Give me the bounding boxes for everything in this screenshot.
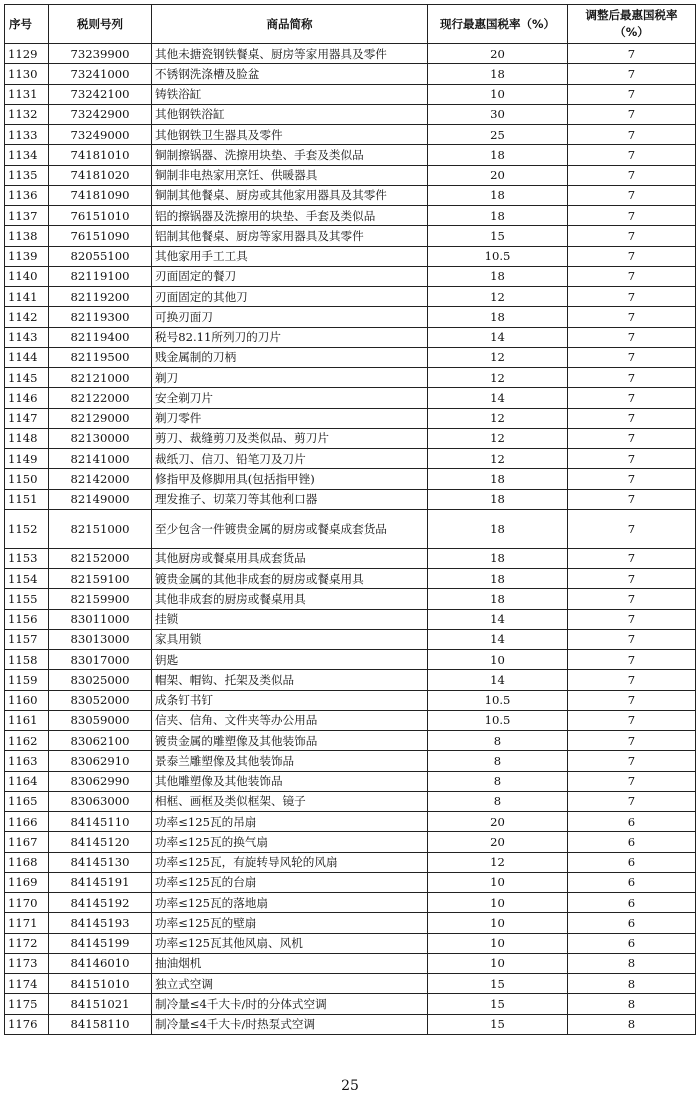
row-adjusted-rate: 7 bbox=[568, 650, 696, 670]
row-name: 安全剃刀片 bbox=[152, 388, 428, 408]
row-code: 82142000 bbox=[49, 469, 152, 489]
row-current-rate: 18 bbox=[428, 266, 568, 286]
row-adjusted-rate: 8 bbox=[568, 1014, 696, 1034]
row-current-rate: 12 bbox=[428, 449, 568, 469]
table-row bbox=[5, 812, 696, 832]
row-name: 功率≤125瓦的落地扇 bbox=[152, 893, 428, 913]
row-adjusted-rate: 7 bbox=[568, 104, 696, 124]
row-name: 成条钉书钉 bbox=[152, 690, 428, 710]
row-adjusted-rate: 7 bbox=[568, 670, 696, 690]
table-row bbox=[5, 872, 696, 892]
table-row bbox=[5, 994, 696, 1014]
row-code: 84145130 bbox=[49, 852, 152, 872]
row-current-rate: 14 bbox=[428, 629, 568, 649]
row-current-rate: 18 bbox=[428, 469, 568, 489]
row-code: 84145193 bbox=[49, 913, 152, 933]
row-name: 刃面固定的餐刀 bbox=[152, 266, 428, 286]
row-adjusted-rate: 7 bbox=[568, 327, 696, 347]
row-adjusted-rate: 7 bbox=[568, 509, 696, 548]
row-seq: 1133 bbox=[5, 125, 49, 145]
row-code: 82119400 bbox=[49, 327, 152, 347]
row-name: 理发推子、切菜刀等其他利口器 bbox=[152, 489, 428, 509]
row-seq: 1143 bbox=[5, 327, 49, 347]
row-current-rate: 14 bbox=[428, 670, 568, 690]
row-seq: 1148 bbox=[5, 428, 49, 448]
row-current-rate: 18 bbox=[428, 548, 568, 568]
row-seq: 1134 bbox=[5, 145, 49, 165]
table-row bbox=[5, 629, 696, 649]
row-seq: 1140 bbox=[5, 266, 49, 286]
row-seq: 1176 bbox=[5, 1014, 49, 1034]
row-current-rate: 18 bbox=[428, 509, 568, 548]
row-adjusted-rate: 7 bbox=[568, 185, 696, 205]
row-name: 其他厨房或餐桌用具成套货品 bbox=[152, 548, 428, 568]
table-row bbox=[5, 509, 696, 548]
table-row bbox=[5, 287, 696, 307]
row-adjusted-rate: 7 bbox=[568, 64, 696, 84]
row-adjusted-rate: 7 bbox=[568, 449, 696, 469]
row-name: 功率≤125瓦其他风扇、风机 bbox=[152, 933, 428, 953]
table-row bbox=[5, 731, 696, 751]
row-name: 剃刀零件 bbox=[152, 408, 428, 428]
row-seq: 1154 bbox=[5, 569, 49, 589]
row-current-rate: 8 bbox=[428, 751, 568, 771]
row-name: 功率≤125瓦的壁扇 bbox=[152, 913, 428, 933]
row-seq: 1153 bbox=[5, 548, 49, 568]
header-adjusted-rate-line1: 调整后最惠国税率 bbox=[585, 8, 678, 22]
table-row bbox=[5, 368, 696, 388]
row-code: 82159900 bbox=[49, 589, 152, 609]
row-code: 82119200 bbox=[49, 287, 152, 307]
header-row bbox=[5, 5, 696, 44]
row-name: 铸铁浴缸 bbox=[152, 84, 428, 104]
table-row bbox=[5, 670, 696, 690]
row-code: 74181090 bbox=[49, 185, 152, 205]
table-row bbox=[5, 327, 696, 347]
row-code: 82141000 bbox=[49, 449, 152, 469]
table-row bbox=[5, 347, 696, 367]
table-row bbox=[5, 1014, 696, 1034]
row-adjusted-rate: 6 bbox=[568, 872, 696, 892]
row-code: 82119100 bbox=[49, 266, 152, 286]
row-code: 84145120 bbox=[49, 832, 152, 852]
row-code: 83062100 bbox=[49, 731, 152, 751]
row-name: 信夹、信角、文件夹等办公用品 bbox=[152, 710, 428, 730]
header-adjusted-rate bbox=[568, 5, 696, 44]
row-seq: 1157 bbox=[5, 629, 49, 649]
table-row bbox=[5, 953, 696, 973]
row-code: 74181020 bbox=[49, 165, 152, 185]
table-row bbox=[5, 771, 696, 791]
row-name: 独立式空调 bbox=[152, 974, 428, 994]
row-code: 83011000 bbox=[49, 609, 152, 629]
row-current-rate: 14 bbox=[428, 609, 568, 629]
row-adjusted-rate: 7 bbox=[568, 165, 696, 185]
row-name: 其他钢铁浴缸 bbox=[152, 104, 428, 124]
row-code: 83017000 bbox=[49, 650, 152, 670]
row-name: 可换刃面刀 bbox=[152, 307, 428, 327]
row-current-rate: 12 bbox=[428, 287, 568, 307]
row-code: 83062990 bbox=[49, 771, 152, 791]
row-name: 功率≤125瓦，有旋转导风轮的风扇 bbox=[152, 852, 428, 872]
table-row bbox=[5, 974, 696, 994]
row-current-rate: 18 bbox=[428, 307, 568, 327]
header-current-rate: 现行最惠国税率（%） bbox=[428, 5, 568, 44]
row-current-rate: 18 bbox=[428, 145, 568, 165]
row-adjusted-rate: 7 bbox=[568, 226, 696, 246]
row-adjusted-rate: 6 bbox=[568, 852, 696, 872]
row-current-rate: 10.5 bbox=[428, 690, 568, 710]
table-row bbox=[5, 428, 696, 448]
row-name: 铝的擦锅器及洗擦用的块垫、手套及类似品 bbox=[152, 206, 428, 226]
row-current-rate: 20 bbox=[428, 44, 568, 64]
table-row bbox=[5, 690, 696, 710]
row-current-rate: 12 bbox=[428, 368, 568, 388]
header-seq: 序号 bbox=[5, 5, 49, 44]
table-row bbox=[5, 246, 696, 266]
row-seq: 1158 bbox=[5, 650, 49, 670]
table-row bbox=[5, 609, 696, 629]
row-seq: 1129 bbox=[5, 44, 49, 64]
row-name: 制冷量≤4千大卡/时的分体式空调 bbox=[152, 994, 428, 1014]
row-adjusted-rate: 7 bbox=[568, 307, 696, 327]
row-seq: 1168 bbox=[5, 852, 49, 872]
row-current-rate: 18 bbox=[428, 64, 568, 84]
row-name: 剪刀、裁缝剪刀及类似品、剪刀片 bbox=[152, 428, 428, 448]
row-seq: 1136 bbox=[5, 185, 49, 205]
header-name: 商品简称 bbox=[152, 5, 428, 44]
row-adjusted-rate: 7 bbox=[568, 206, 696, 226]
row-adjusted-rate: 8 bbox=[568, 953, 696, 973]
row-code: 73242100 bbox=[49, 84, 152, 104]
row-adjusted-rate: 7 bbox=[568, 388, 696, 408]
row-current-rate: 10 bbox=[428, 913, 568, 933]
table-row bbox=[5, 489, 696, 509]
row-name: 其他未搪瓷钢铁餐桌、厨房等家用器具及零件 bbox=[152, 44, 428, 64]
row-seq: 1130 bbox=[5, 64, 49, 84]
row-name: 家具用锁 bbox=[152, 629, 428, 649]
row-current-rate: 18 bbox=[428, 489, 568, 509]
row-name: 景泰兰雕塑像及其他装饰品 bbox=[152, 751, 428, 771]
row-adjusted-rate: 8 bbox=[568, 974, 696, 994]
row-code: 83013000 bbox=[49, 629, 152, 649]
row-code: 84145192 bbox=[49, 893, 152, 913]
row-current-rate: 20 bbox=[428, 165, 568, 185]
row-seq: 1139 bbox=[5, 246, 49, 266]
row-adjusted-rate: 8 bbox=[568, 994, 696, 1014]
table-row bbox=[5, 226, 696, 246]
row-adjusted-rate: 6 bbox=[568, 893, 696, 913]
row-adjusted-rate: 7 bbox=[568, 690, 696, 710]
row-adjusted-rate: 7 bbox=[568, 347, 696, 367]
row-adjusted-rate: 7 bbox=[568, 84, 696, 104]
row-name: 钥匙 bbox=[152, 650, 428, 670]
row-name: 镀贵金属的其他非成套的厨房或餐桌用具 bbox=[152, 569, 428, 589]
row-current-rate: 15 bbox=[428, 994, 568, 1014]
row-seq: 1137 bbox=[5, 206, 49, 226]
row-current-rate: 12 bbox=[428, 408, 568, 428]
row-adjusted-rate: 6 bbox=[568, 832, 696, 852]
row-code: 84158110 bbox=[49, 1014, 152, 1034]
row-code: 74181010 bbox=[49, 145, 152, 165]
row-seq: 1156 bbox=[5, 609, 49, 629]
row-code: 82152000 bbox=[49, 548, 152, 568]
row-adjusted-rate: 7 bbox=[568, 428, 696, 448]
row-code: 82159100 bbox=[49, 569, 152, 589]
row-seq: 1138 bbox=[5, 226, 49, 246]
row-current-rate: 12 bbox=[428, 428, 568, 448]
row-current-rate: 10.5 bbox=[428, 710, 568, 730]
row-name: 铜制擦锅器、洗擦用块垫、手套及类似品 bbox=[152, 145, 428, 165]
row-code: 82151000 bbox=[49, 509, 152, 548]
row-current-rate: 8 bbox=[428, 731, 568, 751]
row-code: 76151090 bbox=[49, 226, 152, 246]
table-row bbox=[5, 408, 696, 428]
row-seq: 1171 bbox=[5, 913, 49, 933]
row-adjusted-rate: 7 bbox=[568, 731, 696, 751]
row-code: 82122000 bbox=[49, 388, 152, 408]
row-current-rate: 10 bbox=[428, 933, 568, 953]
row-seq: 1161 bbox=[5, 710, 49, 730]
row-adjusted-rate: 7 bbox=[568, 771, 696, 791]
row-name: 铜制其他餐桌、厨房或其他家用器具及其零件 bbox=[152, 185, 428, 205]
row-name: 裁纸刀、信刀、铅笔刀及刀片 bbox=[152, 449, 428, 469]
row-adjusted-rate: 7 bbox=[568, 629, 696, 649]
row-name: 制冷量≤4千大卡/时热泵式空调 bbox=[152, 1014, 428, 1034]
row-code: 83062910 bbox=[49, 751, 152, 771]
row-name: 帽架、帽钩、托架及类似品 bbox=[152, 670, 428, 690]
row-name: 铝制其他餐桌、厨房等家用器具及其零件 bbox=[152, 226, 428, 246]
row-seq: 1172 bbox=[5, 933, 49, 953]
table-row bbox=[5, 751, 696, 771]
row-code: 82055100 bbox=[49, 246, 152, 266]
row-adjusted-rate: 7 bbox=[568, 246, 696, 266]
table-row bbox=[5, 791, 696, 811]
row-adjusted-rate: 7 bbox=[568, 44, 696, 64]
row-name: 刃面固定的其他刀 bbox=[152, 287, 428, 307]
row-adjusted-rate: 7 bbox=[568, 368, 696, 388]
row-code: 83052000 bbox=[49, 690, 152, 710]
row-seq: 1132 bbox=[5, 104, 49, 124]
table-row bbox=[5, 145, 696, 165]
row-seq: 1167 bbox=[5, 832, 49, 852]
row-code: 82130000 bbox=[49, 428, 152, 448]
table-row bbox=[5, 832, 696, 852]
row-adjusted-rate: 7 bbox=[568, 469, 696, 489]
row-current-rate: 18 bbox=[428, 589, 568, 609]
row-current-rate: 10.5 bbox=[428, 246, 568, 266]
row-code: 84146010 bbox=[49, 953, 152, 973]
row-seq: 1175 bbox=[5, 994, 49, 1014]
row-seq: 1164 bbox=[5, 771, 49, 791]
row-name: 功率≤125瓦的吊扇 bbox=[152, 812, 428, 832]
row-adjusted-rate: 6 bbox=[568, 933, 696, 953]
row-adjusted-rate: 7 bbox=[568, 287, 696, 307]
row-current-rate: 15 bbox=[428, 226, 568, 246]
table-row bbox=[5, 913, 696, 933]
row-code: 83059000 bbox=[49, 710, 152, 730]
table-row bbox=[5, 589, 696, 609]
row-adjusted-rate: 7 bbox=[568, 125, 696, 145]
row-current-rate: 10 bbox=[428, 84, 568, 104]
row-code: 84151021 bbox=[49, 994, 152, 1014]
row-name: 至少包含一件镀贵金属的厨房或餐桌成套货品 bbox=[152, 509, 428, 548]
table-row bbox=[5, 44, 696, 64]
table-row bbox=[5, 165, 696, 185]
row-adjusted-rate: 6 bbox=[568, 913, 696, 933]
row-name: 剃刀 bbox=[152, 368, 428, 388]
row-seq: 1142 bbox=[5, 307, 49, 327]
row-name: 镀贵金属的雕塑像及其他装饰品 bbox=[152, 731, 428, 751]
row-name: 其他钢铁卫生器具及零件 bbox=[152, 125, 428, 145]
row-current-rate: 15 bbox=[428, 974, 568, 994]
table-row bbox=[5, 449, 696, 469]
row-current-rate: 8 bbox=[428, 771, 568, 791]
row-seq: 1149 bbox=[5, 449, 49, 469]
table-row bbox=[5, 569, 696, 589]
row-code: 82149000 bbox=[49, 489, 152, 509]
row-current-rate: 10 bbox=[428, 872, 568, 892]
row-code: 82129000 bbox=[49, 408, 152, 428]
row-adjusted-rate: 7 bbox=[568, 569, 696, 589]
table-body bbox=[5, 44, 696, 1035]
row-name: 不锈钢洗涤槽及脸盆 bbox=[152, 64, 428, 84]
row-current-rate: 8 bbox=[428, 791, 568, 811]
row-seq: 1166 bbox=[5, 812, 49, 832]
table-row bbox=[5, 307, 696, 327]
row-adjusted-rate: 7 bbox=[568, 145, 696, 165]
row-adjusted-rate: 7 bbox=[568, 609, 696, 629]
row-code: 73239900 bbox=[49, 44, 152, 64]
row-name: 抽油烟机 bbox=[152, 953, 428, 973]
row-adjusted-rate: 6 bbox=[568, 812, 696, 832]
row-adjusted-rate: 7 bbox=[568, 589, 696, 609]
row-seq: 1141 bbox=[5, 287, 49, 307]
row-name: 挂锁 bbox=[152, 609, 428, 629]
table-row bbox=[5, 933, 696, 953]
row-current-rate: 10 bbox=[428, 650, 568, 670]
row-adjusted-rate: 7 bbox=[568, 489, 696, 509]
row-code: 83063000 bbox=[49, 791, 152, 811]
header-code: 税则号列 bbox=[49, 5, 152, 44]
row-seq: 1174 bbox=[5, 974, 49, 994]
row-current-rate: 12 bbox=[428, 347, 568, 367]
table-row bbox=[5, 469, 696, 489]
row-current-rate: 18 bbox=[428, 185, 568, 205]
table-row bbox=[5, 650, 696, 670]
row-name: 功率≤125瓦的换气扇 bbox=[152, 832, 428, 852]
row-code: 82119500 bbox=[49, 347, 152, 367]
table-row bbox=[5, 388, 696, 408]
row-name: 修指甲及修脚用具(包括指甲锉) bbox=[152, 469, 428, 489]
row-seq: 1135 bbox=[5, 165, 49, 185]
table-row bbox=[5, 206, 696, 226]
row-current-rate: 14 bbox=[428, 327, 568, 347]
row-seq: 1163 bbox=[5, 751, 49, 771]
table-row bbox=[5, 548, 696, 568]
row-seq: 1151 bbox=[5, 489, 49, 509]
row-name: 其他家用手工工具 bbox=[152, 246, 428, 266]
table-row bbox=[5, 266, 696, 286]
row-current-rate: 10 bbox=[428, 893, 568, 913]
row-current-rate: 30 bbox=[428, 104, 568, 124]
row-seq: 1146 bbox=[5, 388, 49, 408]
row-seq: 1152 bbox=[5, 509, 49, 548]
row-name: 其他雕塑像及其他装饰品 bbox=[152, 771, 428, 791]
row-adjusted-rate: 7 bbox=[568, 751, 696, 771]
row-code: 73249000 bbox=[49, 125, 152, 145]
row-current-rate: 20 bbox=[428, 832, 568, 852]
row-code: 82121000 bbox=[49, 368, 152, 388]
row-seq: 1144 bbox=[5, 347, 49, 367]
row-seq: 1165 bbox=[5, 791, 49, 811]
row-seq: 1170 bbox=[5, 893, 49, 913]
row-adjusted-rate: 7 bbox=[568, 266, 696, 286]
row-name: 税号82.11所列刀的刀片 bbox=[152, 327, 428, 347]
row-seq: 1169 bbox=[5, 872, 49, 892]
row-current-rate: 18 bbox=[428, 206, 568, 226]
row-seq: 1147 bbox=[5, 408, 49, 428]
row-current-rate: 18 bbox=[428, 569, 568, 589]
row-seq: 1173 bbox=[5, 953, 49, 973]
row-code: 76151010 bbox=[49, 206, 152, 226]
row-seq: 1150 bbox=[5, 469, 49, 489]
row-code: 73241000 bbox=[49, 64, 152, 84]
table-row bbox=[5, 125, 696, 145]
table-row bbox=[5, 64, 696, 84]
row-current-rate: 14 bbox=[428, 388, 568, 408]
row-seq: 1155 bbox=[5, 589, 49, 609]
row-current-rate: 15 bbox=[428, 1014, 568, 1034]
row-adjusted-rate: 7 bbox=[568, 791, 696, 811]
row-seq: 1159 bbox=[5, 670, 49, 690]
table-row bbox=[5, 893, 696, 913]
row-name: 铜制非电热家用烹饪、供暖器具 bbox=[152, 165, 428, 185]
row-name: 相框、画框及类似框架、镜子 bbox=[152, 791, 428, 811]
row-adjusted-rate: 7 bbox=[568, 710, 696, 730]
row-name: 贱金属制的刀柄 bbox=[152, 347, 428, 367]
row-seq: 1145 bbox=[5, 368, 49, 388]
row-code: 84145191 bbox=[49, 872, 152, 892]
tariff-table bbox=[4, 4, 696, 1035]
row-code: 82119300 bbox=[49, 307, 152, 327]
row-code: 83025000 bbox=[49, 670, 152, 690]
row-current-rate: 10 bbox=[428, 953, 568, 973]
row-code: 84145199 bbox=[49, 933, 152, 953]
row-code: 73242900 bbox=[49, 104, 152, 124]
table-row bbox=[5, 84, 696, 104]
page-number: 25 bbox=[341, 1078, 359, 1094]
table-row bbox=[5, 185, 696, 205]
row-code: 84151010 bbox=[49, 974, 152, 994]
table-row bbox=[5, 710, 696, 730]
row-name: 功率≤125瓦的台扇 bbox=[152, 872, 428, 892]
row-current-rate: 20 bbox=[428, 812, 568, 832]
row-seq: 1162 bbox=[5, 731, 49, 751]
row-code: 84145110 bbox=[49, 812, 152, 832]
row-adjusted-rate: 7 bbox=[568, 548, 696, 568]
table-row bbox=[5, 104, 696, 124]
row-name: 其他非成套的厨房或餐桌用具 bbox=[152, 589, 428, 609]
row-seq: 1131 bbox=[5, 84, 49, 104]
header-adjusted-rate-line2: （%） bbox=[614, 25, 649, 39]
row-current-rate: 12 bbox=[428, 852, 568, 872]
row-seq: 1160 bbox=[5, 690, 49, 710]
row-current-rate: 25 bbox=[428, 125, 568, 145]
row-adjusted-rate: 7 bbox=[568, 408, 696, 428]
table-row bbox=[5, 852, 696, 872]
